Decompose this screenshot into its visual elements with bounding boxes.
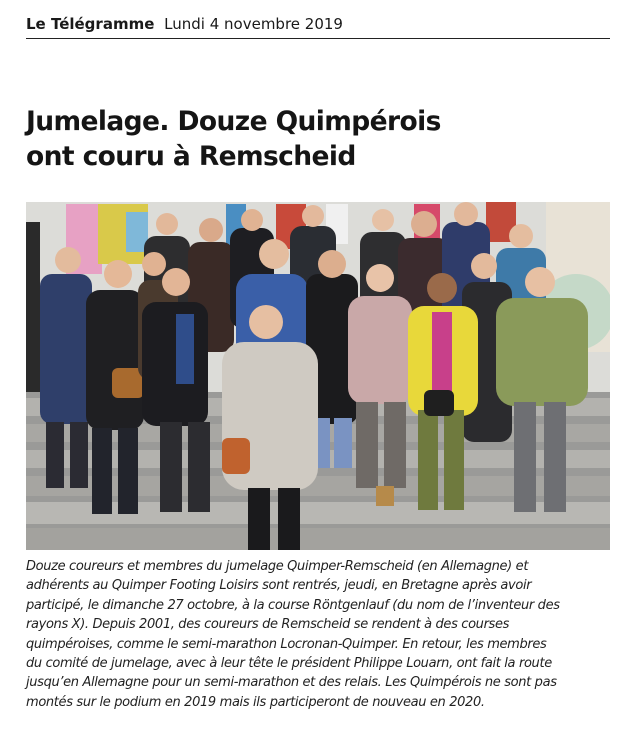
group-photo bbox=[26, 202, 610, 550]
caption-line: quimpéroises, comme le semi-marathon Locronan-Quimper. En retour, les membres bbox=[26, 636, 547, 652]
masthead bbox=[26, 12, 610, 36]
newspaper-name: Le Télégramme bbox=[26, 15, 155, 33]
group-photo-illustration bbox=[26, 202, 610, 550]
photo-caption bbox=[26, 557, 610, 712]
caption-line: participé, le dimanche 27 octobre, à la course Röntgenlauf (du nom de l’inventeur des bbox=[26, 597, 560, 613]
caption-line: jusqu’en Allemagne pour un semi-marathon et des relais. Les Quimpérois ne sont pas bbox=[26, 675, 557, 691]
caption-line: rayons X). Depuis 2001, des coureurs de Remscheid se rendent à des courses bbox=[26, 617, 510, 633]
publication-date: Lundi 4 novembre 2019 bbox=[164, 15, 343, 33]
article-headline bbox=[26, 104, 610, 174]
caption-line: montés sur le podium en 2019 mais ils participeront de nouveau en 2020. bbox=[26, 694, 485, 710]
headline-line-1: Jumelage. Douze Quimpérois bbox=[26, 106, 441, 137]
caption-line: adhérents au Quimper Footing Loisirs sont rentrés, jeudi, en Bretagne après avoir bbox=[26, 578, 532, 594]
masthead-divider bbox=[26, 38, 610, 39]
caption-line: Douze coureurs et membres du jumelage Quimper-Remscheid (en Allemagne) et bbox=[26, 559, 529, 574]
headline-line-2: ont couru à Remscheid bbox=[26, 141, 356, 172]
caption-line: du comité de jumelage, avec à leur tête le président Philippe Louarn, ont fait la route bbox=[26, 656, 552, 672]
